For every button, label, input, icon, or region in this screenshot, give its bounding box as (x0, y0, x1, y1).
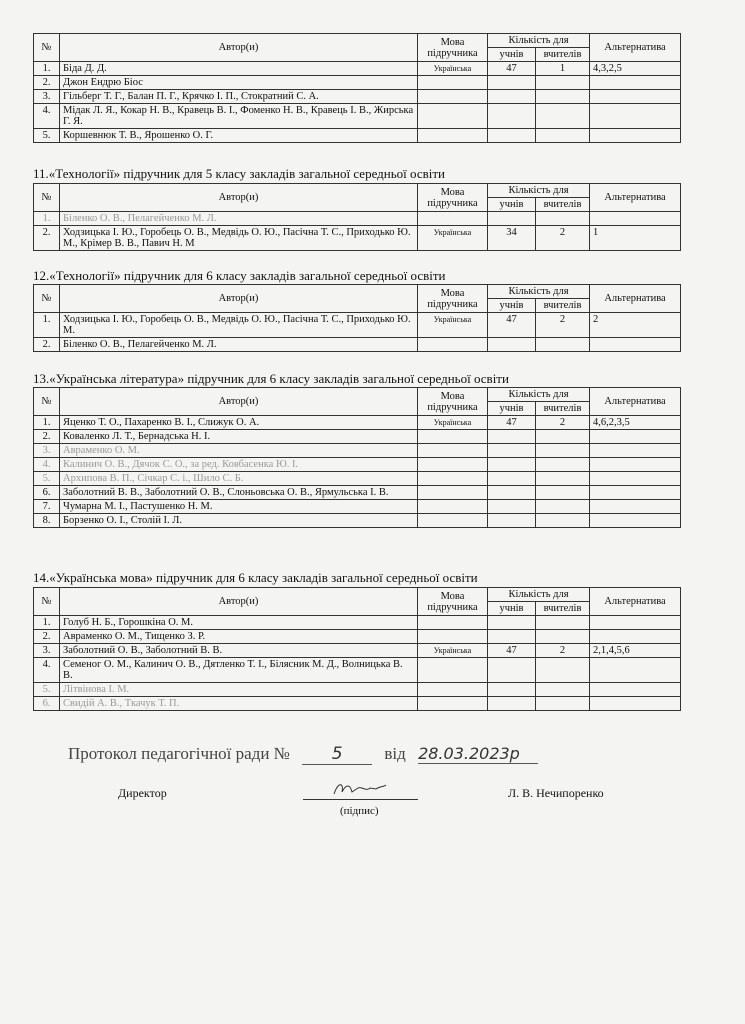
table-row (34, 90, 681, 104)
table-row (34, 226, 681, 251)
row-alternative (590, 514, 681, 528)
row-alternative (590, 616, 681, 630)
header-alt: Альтернатива (590, 184, 681, 212)
row-teachers: 1 (536, 62, 590, 76)
row-teachers (536, 129, 590, 143)
table-row (34, 472, 681, 486)
header-num: № (34, 184, 60, 212)
row-alternative: 2,1,4,5,6 (590, 644, 681, 658)
table-row (34, 458, 681, 472)
table-header-row (34, 388, 681, 402)
row-language (418, 514, 488, 528)
header-students: учнів (488, 299, 536, 313)
row-teachers (536, 76, 590, 90)
signature-image (330, 780, 390, 800)
from-label: від (384, 744, 406, 763)
table-row (34, 313, 681, 338)
row-teachers (536, 430, 590, 444)
table-row (34, 697, 681, 711)
row-authors: Авраменко О. М. (60, 444, 418, 458)
header-author: Автор(и) (60, 388, 418, 416)
row-language: Українська (418, 644, 488, 658)
row-alternative: 4,3,2,5 (590, 62, 681, 76)
row-students (488, 630, 536, 644)
row-language (418, 472, 488, 486)
row-authors: Авраменко О. М., Тищенко З. Р. (60, 630, 418, 644)
textbook-table (33, 387, 681, 528)
header-author: Автор(и) (60, 184, 418, 212)
row-number: 3. (34, 444, 60, 458)
header-teachers: вчителів (536, 48, 590, 62)
row-students: 47 (488, 416, 536, 430)
row-alternative: 4,6,2,3,5 (590, 416, 681, 430)
row-alternative (590, 472, 681, 486)
row-number: 8. (34, 514, 60, 528)
row-authors: Гільберг Т. Г., Балан П. Г., Крячко І. П., Стократний С. А. (60, 90, 418, 104)
row-alternative (590, 630, 681, 644)
header-count: Кількість для (488, 388, 590, 402)
row-teachers (536, 500, 590, 514)
table-row (34, 630, 681, 644)
row-number: 2. (34, 76, 60, 90)
row-number: 2. (34, 630, 60, 644)
protocol-number: 5 (302, 744, 372, 765)
header-teachers: вчителів (536, 198, 590, 212)
header-teachers: вчителів (536, 602, 590, 616)
row-teachers (536, 486, 590, 500)
row-authors: Біленко О. В., Пелагейченко М. Л. (60, 338, 418, 352)
row-language (418, 444, 488, 458)
row-teachers (536, 444, 590, 458)
row-students: 47 (488, 62, 536, 76)
row-students (488, 472, 536, 486)
row-number: 1. (34, 212, 60, 226)
row-number: 5. (34, 472, 60, 486)
row-teachers: 2 (536, 313, 590, 338)
row-language (418, 616, 488, 630)
textbook-table (33, 587, 681, 711)
header-alt: Альтернатива (590, 388, 681, 416)
header-count: Кількість для (488, 285, 590, 299)
row-teachers (536, 616, 590, 630)
row-teachers: 2 (536, 416, 590, 430)
row-language (418, 76, 488, 90)
row-number: 3. (34, 90, 60, 104)
signature-caption: (підпис) (340, 805, 379, 817)
row-authors: Ходзицька І. Ю., Горобець О. В., Медвідь О. Ю., Пасічна Т. С., Приходько Ю. М. (60, 313, 418, 338)
row-number: 4. (34, 658, 60, 683)
protocol-label: Протокол педагогічної ради № (68, 744, 290, 763)
table-row (34, 212, 681, 226)
row-authors: Коршевнюк Т. В., Ярошенко О. Г. (60, 129, 418, 143)
row-alternative (590, 697, 681, 711)
row-teachers (536, 338, 590, 352)
row-language: Українська (418, 62, 488, 76)
row-authors: Чумарна М. І., Пастушенко Н. М. (60, 500, 418, 514)
row-number: 1. (34, 616, 60, 630)
table-header-row (34, 34, 681, 48)
row-number: 5. (34, 683, 60, 697)
row-students (488, 458, 536, 472)
row-students (488, 514, 536, 528)
row-students (488, 486, 536, 500)
row-authors: Борзенко О. І., Столій І. Л. (60, 514, 418, 528)
row-language: Українська (418, 313, 488, 338)
header-lang: Мова підручника (418, 285, 488, 313)
textbook-table (33, 183, 681, 251)
table-row (34, 444, 681, 458)
header-students: учнів (488, 402, 536, 416)
row-teachers (536, 630, 590, 644)
header-num: № (34, 388, 60, 416)
header-alt: Альтернатива (590, 34, 681, 62)
row-authors: Заболотний О. В., Заболотний В. В. (60, 644, 418, 658)
row-language: Українська (418, 226, 488, 251)
textbook-table (33, 33, 681, 143)
header-students: учнів (488, 602, 536, 616)
protocol-line (68, 744, 538, 765)
row-alternative (590, 500, 681, 514)
header-students: учнів (488, 48, 536, 62)
row-students: 47 (488, 313, 536, 338)
row-students: 34 (488, 226, 536, 251)
row-language (418, 683, 488, 697)
table-row (34, 338, 681, 352)
row-teachers (536, 683, 590, 697)
row-language (418, 630, 488, 644)
table-row (34, 514, 681, 528)
row-authors: Джон Ендрю Біос (60, 76, 418, 90)
row-alternative (590, 458, 681, 472)
row-authors: Літвінова І. М. (60, 683, 418, 697)
header-lang: Мова підручника (418, 184, 488, 212)
row-language (418, 430, 488, 444)
row-alternative: 1 (590, 226, 681, 251)
row-number: 1. (34, 313, 60, 338)
row-language (418, 486, 488, 500)
section-title: 12.«Технології» підручник для 6 класу закладів загальної середньої освіти (33, 268, 446, 283)
section-title: 14.«Українська мова» підручник для 6 класу закладів загальної середньої освіти (33, 570, 478, 585)
table-header-row (34, 184, 681, 198)
director-label: Директор (118, 786, 167, 800)
row-language (418, 658, 488, 683)
row-number: 2. (34, 338, 60, 352)
table-header-row (34, 285, 681, 299)
row-language (418, 458, 488, 472)
header-alt: Альтернатива (590, 285, 681, 313)
row-teachers (536, 658, 590, 683)
row-students (488, 129, 536, 143)
section-title: 13.«Українська література» підручник для 6 класу закладів загальної середньої освіти (33, 371, 509, 386)
row-alternative (590, 104, 681, 129)
row-teachers: 2 (536, 226, 590, 251)
row-students (488, 658, 536, 683)
row-authors: Мідак Л. Я., Кокар Н. В., Кравець В. І., Фоменко Н. В., Кравець І. В., Жирська Г. Я. (60, 104, 418, 129)
table-row (34, 76, 681, 90)
header-num: № (34, 588, 60, 616)
row-alternative (590, 430, 681, 444)
row-number: 4. (34, 104, 60, 129)
row-authors: Заболотний В. В., Заболотний О. В., Слоньовська О. В., Ярмульська І. В. (60, 486, 418, 500)
table-row (34, 430, 681, 444)
row-number: 4. (34, 458, 60, 472)
header-teachers: вчителів (536, 402, 590, 416)
row-alternative: 2 (590, 313, 681, 338)
row-students (488, 76, 536, 90)
row-number: 2. (34, 226, 60, 251)
row-students (488, 616, 536, 630)
row-alternative (590, 486, 681, 500)
row-students (488, 500, 536, 514)
section-title: 11.«Технології» підручник для 5 класу закладів загальної середньої освіти (33, 166, 446, 181)
table-row (34, 616, 681, 630)
row-authors: Біда Д. Д. (60, 62, 418, 76)
header-lang: Мова підручника (418, 34, 488, 62)
row-language (418, 129, 488, 143)
row-teachers: 2 (536, 644, 590, 658)
row-alternative (590, 76, 681, 90)
row-language (418, 500, 488, 514)
row-students (488, 90, 536, 104)
table-row (34, 104, 681, 129)
table-row (34, 129, 681, 143)
row-students (488, 104, 536, 129)
row-number: 6. (34, 486, 60, 500)
row-language (418, 212, 488, 226)
row-authors: Голуб Н. Б., Горошкіна О. М. (60, 616, 418, 630)
header-teachers: вчителів (536, 299, 590, 313)
row-teachers (536, 458, 590, 472)
row-number: 3. (34, 644, 60, 658)
header-count: Кількість для (488, 184, 590, 198)
row-authors: Ходзицька І. Ю., Горобець О. В., Медвідь О. Ю., Пасічна Т. С., Приходько Ю. М., Крімер В. В., Павич Н. М (60, 226, 418, 251)
header-count: Кількість для (488, 34, 590, 48)
row-alternative (590, 658, 681, 683)
row-alternative (590, 90, 681, 104)
row-language (418, 697, 488, 711)
header-alt: Альтернатива (590, 588, 681, 616)
row-students (488, 697, 536, 711)
row-teachers (536, 212, 590, 226)
table-row (34, 500, 681, 514)
row-language: Українська (418, 416, 488, 430)
header-author: Автор(и) (60, 588, 418, 616)
row-language (418, 90, 488, 104)
row-authors: Семеног О. М., Калинич О. В., Дятленко Т. І., Білясник М. Д., Волницька В. В. (60, 658, 418, 683)
row-authors: Яценко Т. О., Пахаренко В. І., Слижук О. А. (60, 416, 418, 430)
row-number: 6. (34, 697, 60, 711)
row-students (488, 212, 536, 226)
header-author: Автор(и) (60, 285, 418, 313)
row-authors: Коваленко Л. Т., Бернадська Н. І. (60, 430, 418, 444)
row-authors: Архипова В. П., Січкар С. і., Шило С. Б. (60, 472, 418, 486)
row-teachers (536, 472, 590, 486)
row-number: 2. (34, 430, 60, 444)
row-language (418, 104, 488, 129)
row-students: 47 (488, 644, 536, 658)
header-author: Автор(и) (60, 34, 418, 62)
header-lang: Мова підручника (418, 388, 488, 416)
textbook-table (33, 284, 681, 352)
header-num: № (34, 285, 60, 313)
row-number: 1. (34, 416, 60, 430)
table-row (34, 644, 681, 658)
header-num: № (34, 34, 60, 62)
table-header-row (34, 588, 681, 602)
row-alternative (590, 212, 681, 226)
row-alternative (590, 129, 681, 143)
row-authors: Калинич О. В., Дячок С. О., за ред. Ковбасенка Ю. І. (60, 458, 418, 472)
director-name: Л. В. Нечипоренко (508, 786, 604, 800)
header-lang: Мова підручника (418, 588, 488, 616)
row-students (488, 338, 536, 352)
row-alternative (590, 683, 681, 697)
table-row (34, 416, 681, 430)
header-count: Кількість для (488, 588, 590, 602)
row-teachers (536, 104, 590, 129)
row-authors: Біленко О. В., Пелагейченко М. Л. (60, 212, 418, 226)
protocol-date: 28.03.2023р (418, 744, 538, 764)
row-students (488, 683, 536, 697)
table-row (34, 658, 681, 683)
row-number: 7. (34, 500, 60, 514)
row-teachers (536, 514, 590, 528)
row-teachers (536, 697, 590, 711)
table-row (34, 62, 681, 76)
header-students: учнів (488, 198, 536, 212)
row-students (488, 444, 536, 458)
signature-line (303, 799, 418, 800)
row-teachers (536, 90, 590, 104)
row-number: 5. (34, 129, 60, 143)
table-row (34, 486, 681, 500)
row-alternative (590, 338, 681, 352)
row-students (488, 430, 536, 444)
row-language (418, 338, 488, 352)
row-alternative (590, 444, 681, 458)
table-row (34, 683, 681, 697)
row-number: 1. (34, 62, 60, 76)
row-authors: Свидій А. В., Ткачук Т. П. (60, 697, 418, 711)
